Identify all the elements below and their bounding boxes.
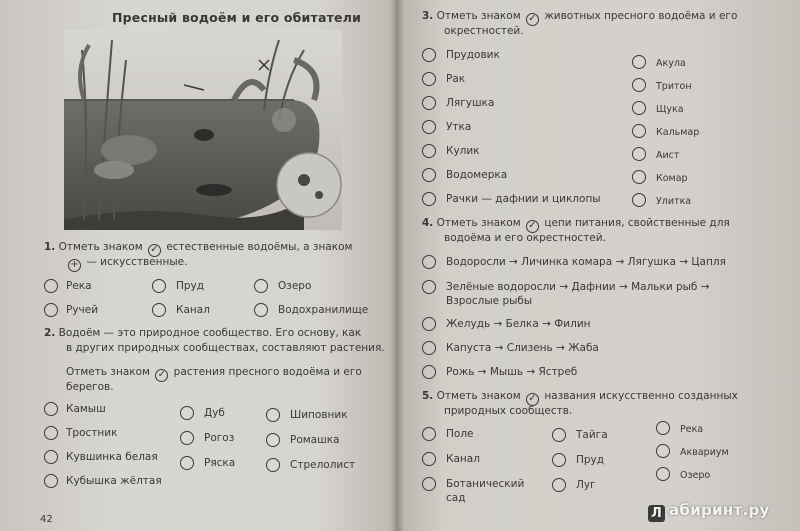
option-circle-ozero[interactable]	[254, 279, 268, 293]
option-label: Кальмар	[656, 127, 700, 138]
option-label: Луг	[576, 479, 596, 491]
option-circle-akvarium[interactable]	[656, 444, 670, 458]
task5-number: 5.	[422, 390, 434, 402]
option-label: Кувшинка белая	[66, 451, 158, 463]
right-page	[396, 0, 800, 531]
option-label: Стрелолист	[290, 459, 356, 471]
option-circle-komar[interactable]	[632, 170, 646, 184]
pond-illustration-graphic	[64, 30, 342, 230]
option-label: Тайга	[576, 429, 608, 441]
option-circle-aist[interactable]	[632, 147, 646, 161]
option-label: Водомерка	[446, 169, 508, 181]
chain-circle-3[interactable]	[422, 317, 436, 331]
option-label: Ручей	[66, 304, 99, 316]
option-label: Щука	[656, 104, 684, 115]
task2-text-line1	[44, 327, 361, 340]
option-circle-romashka[interactable]	[266, 433, 280, 447]
option-circle-shipovnik[interactable]	[266, 408, 280, 422]
option-circle-vodokhranilishche[interactable]	[254, 303, 268, 317]
task3-instr-b: животных пресного водоёма и его	[544, 10, 738, 22]
option-label: Лягушка	[446, 97, 495, 109]
option-circle-kamysh[interactable]	[44, 402, 58, 416]
task1-line1	[44, 241, 352, 257]
watermark-text: абиринт.ру	[669, 501, 770, 519]
task1-instr-b: естественные водоёмы, а знаком	[166, 241, 353, 253]
watermark	[648, 501, 770, 522]
option-label: Кубышка жёлтая	[66, 475, 162, 487]
check-mark-icon: ✓	[526, 220, 539, 233]
task5-line1	[422, 390, 738, 406]
option-circle-ozero-5[interactable]	[656, 467, 670, 481]
task5-line2: природных сообществ.	[444, 405, 573, 417]
labirint-logo-icon: Л	[648, 505, 665, 522]
option-label: Ботанический	[446, 478, 525, 490]
task3-line2: окрестностей.	[444, 25, 524, 37]
option-circle-lug[interactable]	[552, 478, 566, 492]
option-label: Ромашка	[290, 434, 340, 446]
option-label: Утка	[446, 121, 472, 133]
option-circle-pole[interactable]	[422, 427, 436, 441]
option-label: Комар	[656, 173, 688, 184]
option-circle-kubyshka[interactable]	[44, 474, 58, 488]
option-label: Дуб	[204, 407, 225, 419]
option-label: Тритон	[656, 81, 692, 92]
option-circle-tayga[interactable]	[552, 428, 566, 442]
task4-line2: водоёма и его окрестностей.	[444, 232, 606, 244]
task3-line1	[422, 10, 737, 26]
option-circle-rogoz[interactable]	[180, 431, 194, 445]
page-number: 42	[40, 514, 53, 525]
option-circle-akula[interactable]	[632, 55, 646, 69]
option-circle-rachki[interactable]	[422, 192, 436, 206]
chain-label: Зелёные водоросли → Дафнии → Мальки рыб →	[446, 281, 710, 293]
option-label: Река	[680, 424, 704, 435]
option-label: Улитка	[656, 196, 692, 207]
option-label: Пруд	[176, 280, 205, 292]
option-circle-reka[interactable]	[44, 279, 58, 293]
option-label-cont: сад	[446, 492, 466, 504]
option-label: Аист	[656, 150, 680, 161]
option-label: Озеро	[680, 470, 711, 481]
option-label: Шиповник	[290, 409, 348, 421]
option-circle-utka[interactable]	[422, 120, 436, 134]
left-page	[0, 0, 396, 531]
task2-instr-line1	[66, 366, 362, 382]
chain-circle-2[interactable]	[422, 280, 436, 294]
option-label: Поле	[446, 428, 474, 440]
option-circle-rak[interactable]	[422, 72, 436, 86]
pond-illustration	[64, 30, 342, 230]
chain-label: Рожь → Мышь → Ястреб	[446, 366, 578, 378]
option-circle-kuvshinka[interactable]	[44, 450, 58, 464]
chain-label: Капуста → Слизень → Жаба	[446, 342, 599, 354]
option-circle-strelolist[interactable]	[266, 458, 280, 472]
option-circle-trostnik[interactable]	[44, 426, 58, 440]
task1-number: 1.	[44, 241, 56, 253]
task4-line1	[422, 217, 730, 233]
task4-instr-b: цепи питания, свойственные для	[544, 217, 730, 229]
option-circle-ryaska[interactable]	[180, 456, 194, 470]
task2-instr-line2: берегов.	[66, 381, 114, 393]
check-mark-icon: ✓	[155, 369, 168, 382]
chain-circle-1[interactable]	[422, 255, 436, 269]
task2-text: Водоём — это природное сообщество. Его основу, как	[58, 327, 362, 339]
option-circle-kanal-5[interactable]	[422, 452, 436, 466]
option-circle-shchuka[interactable]	[632, 101, 646, 115]
option-circle-prud[interactable]	[152, 279, 166, 293]
option-circle-ruchey[interactable]	[44, 303, 58, 317]
chain-label: Водоросли → Личинка комара → Лягушка → Цапля	[446, 256, 726, 268]
chain-label: Желудь → Белка → Филин	[446, 318, 591, 330]
check-mark-icon: ✓	[526, 13, 539, 26]
option-label: Акула	[656, 58, 686, 69]
task3-number: 3.	[422, 10, 434, 22]
check-mark-icon: ✓	[148, 244, 161, 257]
option-label: Река	[66, 280, 92, 292]
option-circle-lyagushka[interactable]	[422, 96, 436, 110]
task2-text-line2: в других природных сообществах, составляют растения.	[66, 342, 385, 354]
task2-instr-a: Отметь знаком	[66, 366, 150, 378]
task1-instr-c: — искусственные.	[86, 256, 188, 268]
option-circle-reka-5[interactable]	[656, 421, 670, 435]
option-circle-dub[interactable]	[180, 406, 194, 420]
task2-number: 2.	[44, 327, 56, 339]
option-label: Рачки — дафнии и циклопы	[446, 193, 601, 205]
task1-instr-a: Отметь знаком	[58, 241, 143, 253]
task5-instr-a: Отметь знаком	[436, 390, 521, 402]
chain-circle-5[interactable]	[422, 365, 436, 379]
option-circle-kalmar[interactable]	[632, 124, 646, 138]
option-circle-vodomerka[interactable]	[422, 168, 436, 182]
check-mark-icon: ✓	[526, 393, 539, 406]
chain-circle-4[interactable]	[422, 341, 436, 355]
option-label: Рак	[446, 73, 466, 85]
option-label: Рогоз	[204, 432, 235, 444]
option-label: Аквариум	[680, 447, 729, 458]
book-spine	[390, 0, 404, 531]
task5-instr-b: названия искусственно созданных	[544, 390, 738, 402]
task2-instr-b: растения пресного водоёма и его	[173, 366, 362, 378]
option-label: Водохранилище	[278, 304, 369, 316]
option-label: Ряска	[204, 457, 236, 469]
chain-label-cont: Взрослые рыбы	[446, 295, 533, 307]
option-label: Пруд	[576, 454, 605, 466]
option-circle-triton[interactable]	[632, 78, 646, 92]
option-label: Канал	[446, 453, 480, 465]
option-circle-kanal[interactable]	[152, 303, 166, 317]
option-label: Канал	[176, 304, 210, 316]
task4-number: 4.	[422, 217, 434, 229]
option-label: Тростник	[66, 427, 118, 439]
option-circle-prudovik[interactable]	[422, 48, 436, 62]
option-label: Кулик	[446, 145, 480, 157]
task1-line2	[66, 256, 187, 272]
task3-instr-a: Отметь знаком	[436, 10, 521, 22]
option-label: Камыш	[66, 403, 106, 415]
page-title: Пресный водоём и его обитатели	[112, 10, 362, 25]
plus-sign-icon: +	[68, 259, 81, 272]
option-label: Прудовик	[446, 49, 500, 61]
option-circle-botanichesky-sad[interactable]	[422, 477, 436, 491]
option-circle-kulik[interactable]	[422, 144, 436, 158]
option-label: Озеро	[278, 280, 312, 292]
option-circle-prud-5[interactable]	[552, 453, 566, 467]
option-circle-ulitka[interactable]	[632, 193, 646, 207]
task4-instr-a: Отметь знаком	[436, 217, 521, 229]
